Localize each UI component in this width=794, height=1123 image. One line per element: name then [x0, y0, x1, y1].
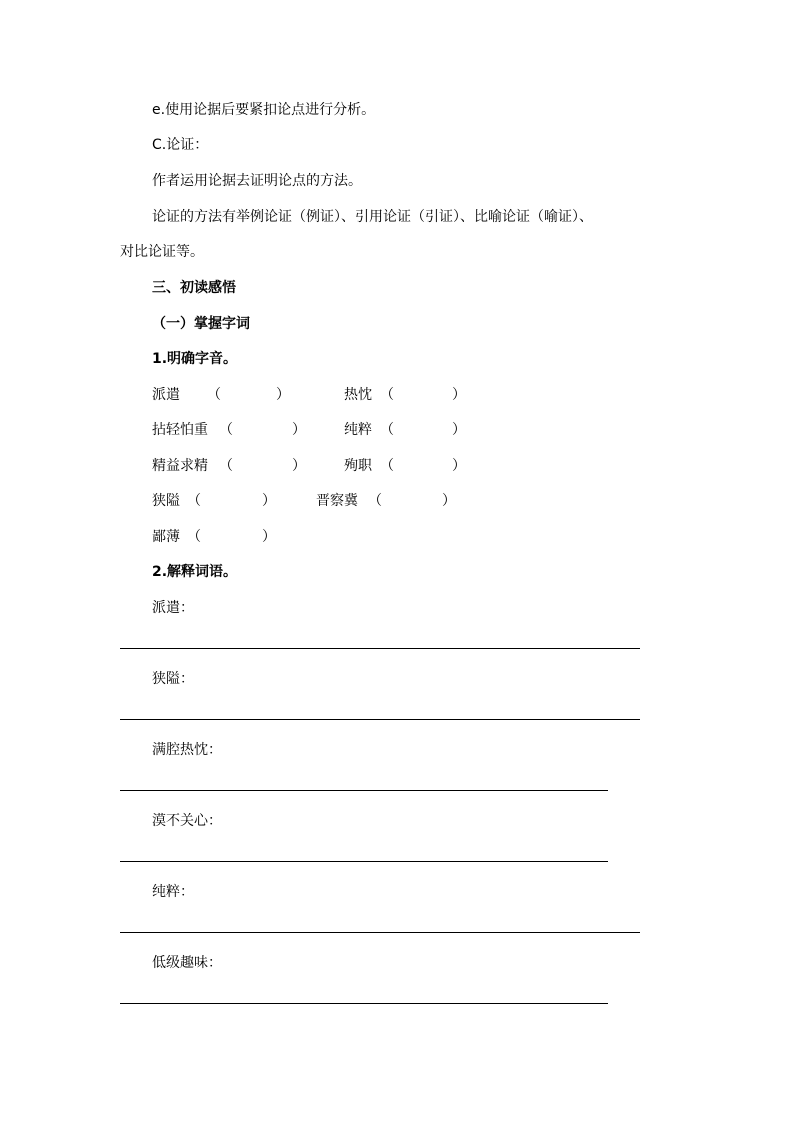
blank-close-paren: ） — [292, 458, 306, 474]
blank-open-paren: （ — [219, 422, 233, 438]
pronunciation-word: 拈轻怕重 — [152, 422, 208, 438]
answer-line — [120, 790, 608, 791]
blank-close-paren: ） — [452, 422, 466, 438]
blank-open-paren: （ — [380, 422, 394, 438]
section-heading-3: 三、初读感悟 — [152, 280, 236, 296]
vocab-term: 满腔热忱： — [152, 742, 222, 758]
vocab-term: 派遣： — [152, 600, 194, 616]
blank-open-paren: （ — [380, 458, 394, 474]
blank-close-paren: ） — [452, 458, 466, 474]
explain-title: 2.解释词语。 — [152, 564, 238, 580]
heading-c-argumentation: C.论证： — [152, 137, 209, 153]
subsection-heading-1: （一）掌握字词 — [152, 316, 250, 332]
pronunciation-word: 精益求精 — [152, 458, 208, 474]
blank-close-paren: ） — [452, 387, 466, 403]
pronunciation-word: 派遣 — [152, 387, 180, 403]
vocab-term: 狭隘： — [152, 671, 194, 687]
pronunciation-word: 晋察冀 — [316, 493, 358, 509]
vocab-term: 纯粹： — [152, 884, 194, 900]
pronunciation-word: 狭隘 — [152, 493, 180, 509]
argumentation-definition: 作者运用论据去证明论点的方法。 — [152, 173, 362, 189]
pronunciation-word: 热忱 — [344, 387, 372, 403]
blank-open-paren: （ — [219, 458, 233, 474]
argumentation-methods-line-1: 论证的方法有举例论证（例证）、引用论证（引证）、比喻论证（喻证）、 — [152, 209, 593, 225]
blank-close-paren: ） — [292, 422, 306, 438]
blank-close-paren: ） — [262, 529, 276, 545]
answer-line — [120, 719, 640, 720]
pronunciation-word: 殉职 — [344, 458, 372, 474]
vocab-term: 低级趣味： — [152, 955, 222, 971]
blank-open-paren: （ — [187, 529, 201, 545]
note-e: e.使用论据后要紧扣论点进行分析。 — [152, 102, 376, 118]
vocab-term: 漠不关心： — [152, 813, 222, 829]
blank-close-paren: ） — [262, 493, 276, 509]
pronunciation-word: 纯粹 — [344, 422, 372, 438]
blank-open-paren: （ — [207, 387, 221, 403]
blank-open-paren: （ — [380, 387, 394, 403]
answer-line — [120, 648, 640, 649]
blank-close-paren: ） — [442, 493, 456, 509]
blank-close-paren: ） — [276, 387, 290, 403]
blank-open-paren: （ — [187, 493, 201, 509]
pronunciation-title: 1.明确字音。 — [152, 351, 238, 367]
answer-line — [120, 1003, 608, 1004]
blank-open-paren: （ — [368, 493, 382, 509]
answer-line — [120, 932, 640, 933]
pronunciation-word: 鄙薄 — [152, 529, 180, 545]
argumentation-methods-line-2: 对比论证等。 — [120, 244, 204, 260]
answer-line — [120, 861, 608, 862]
